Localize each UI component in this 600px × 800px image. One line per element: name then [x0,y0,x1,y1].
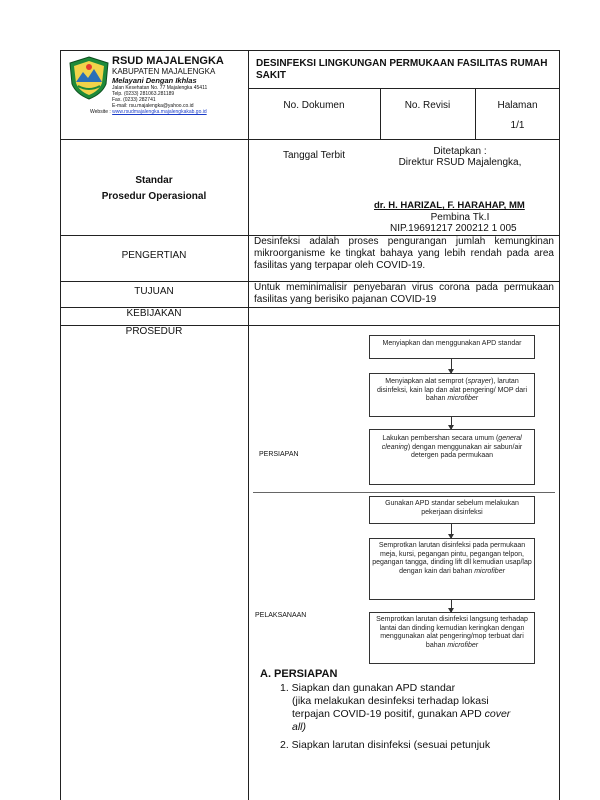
spo-label-line1: Standar [135,175,173,186]
flow-step-4: Gunakan APD standar sebelum melakukan pekerjaan disinfeksi [369,496,535,524]
tujuan-text: Untuk meminimalisir penyebaran virus corona pada permukaan fasilitas yang berisiko pajanan COVID-19 [254,282,554,305]
halaman-value: 1/1 [510,120,525,131]
signer-nip: NIP.19691217 200212 1 005 [390,223,517,234]
phase-label-pelaksanaan: PELAKSANAAN [255,612,307,619]
hospital-logo [68,56,110,100]
pengertian-label: PENGERTIAN [121,250,187,261]
table-border [248,325,249,800]
table-border [60,50,61,800]
signer-rank: Pembina Tk.I [430,212,490,223]
procedure-item-1-line1: 1. Siapkan dan gunakan APD standar [280,682,456,694]
hospital-address: Jalan Kesehatan No. 77 Majalengka 45411 [112,85,208,91]
table-border [248,235,249,325]
signer-name: dr. H. HARIZAL, F. HARAHAP, MM [374,200,525,211]
flow-arrow [451,359,452,373]
flow-step-1: Menyiapkan dan menggunakan APD standar [369,335,535,359]
hospital-phone: Telp. (0233) 281063.281189 [112,91,175,97]
procedure-item-2: 2. Siapkan larutan disinfeksi (sesuai petunjuk [280,739,491,751]
spo-label-line2: Prosedur Operasional [101,191,207,202]
halaman-label: Halaman [497,100,538,111]
table-border [248,50,249,235]
pengertian-text: Desinfeksi adalah proses pengurangan jumlah kemungkinan mikroorganisme ke tingkat bahaya yang lebih rendah pada area fasilitas yang terpapar oleh COVID-19. [254,236,554,271]
direktur-label: Direktur RSUD Majalengka, [398,157,522,168]
flow-arrow [451,600,452,612]
procedure-item-1-line4: all) [292,721,307,733]
no-dokumen-label: No. Dokumen [283,100,345,111]
ditetapkan-label: Ditetapkan : [433,146,487,157]
kebijakan-label: KEBIJAKAN [126,308,182,319]
flow-step-6: Semprotkan larutan disinfeksi langsung terhadap lantai dan dinding kemudian keringkan dengan menggunakan alat pengering/mop terbuat dari bahan microfiber [369,612,535,664]
flow-step-3: Lakukan pembershan secara umum (general cleaning) dengan menggunakan air sabun/air detergen pada permukaan [369,429,535,485]
flow-step-5: Semprotkan larutan disinfeksi pada permukaan meja, kursi, pegangan pintu, pegangan telpon, pegangan tangga, dinding lift dll kemudian usap/lap dengan kain dari bahan microfiber [369,538,535,600]
hospital-name: RSUD MAJALENGKA [112,55,224,67]
hospital-motto: Melayani Dengan Ikhlas [112,76,197,85]
hospital-email: E-mail: rsu.majalengka@yahoo.co.id [112,103,194,109]
procedure-item-1-line2: (jika melakukan desinfeksi terhadap lokasi [292,695,489,707]
no-revisi-label: No. Revisi [404,100,451,111]
hospital-fax: Fax. (0233) 282741 [112,97,156,103]
hospital-website: Website : www.rsudmajalengka.majalengkakab.go.id [90,109,207,115]
flowchart [253,332,555,662]
flow-arrow [451,417,452,429]
table-border [60,139,560,140]
prosedur-label: PROSEDUR [125,326,183,337]
sop-document [60,50,560,800]
table-border [60,50,560,51]
document-title: DESINFEKSI LINGKUNGAN PERMUKAAN FASILITAS RUMAH SAKIT [256,58,548,81]
tanggal-terbit-label: Tanggal Terbit [282,150,346,161]
flow-arrow [451,524,452,538]
flow-step-2: Menyiapkan alat semprot (sprayer), larutan disinfeksi, kain lap dan alat pengering/ MOP dari bahan microfiber [369,373,535,417]
phase-label-persiapan: PERSIAPAN [259,451,299,458]
regency-name: KABUPATEN MAJALENGKA [112,67,216,76]
table-border [380,88,381,139]
table-border [248,88,560,89]
phase-divider [253,492,555,493]
section-a-heading: A. PERSIAPAN [260,668,338,680]
tujuan-label: TUJUAN [134,286,174,297]
procedure-item-1-line3: terpajan COVID-19 positif, gunakan APD cover [292,708,511,720]
